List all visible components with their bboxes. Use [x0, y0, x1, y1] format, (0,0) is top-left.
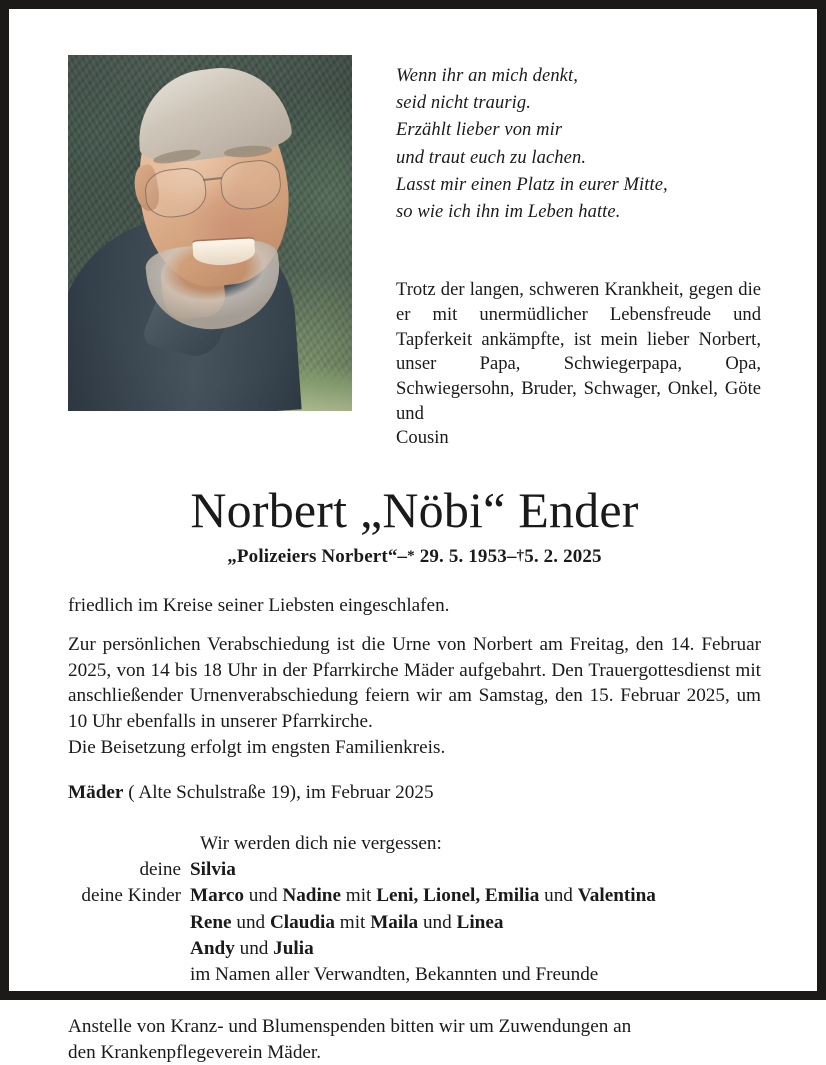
intro-last-line: Cousin	[396, 427, 449, 449]
place-town: Mäder	[68, 782, 124, 804]
donation-last-line: den Krankenpflegeverein Mäder.	[68, 1041, 322, 1063]
deceased-dates	[68, 546, 761, 568]
funeral-details-text: Zur persönlichen Verabschiedung ist die Urne von Norbert am Freitag, den 14. Februar 2025, von 14 bis 18 Uhr in der Pfarrkirche Mäder aufgebahrt. Den Trauergottesdienst mit anschließender Urnenverabschiedung feiern wir am Samstag, den 15. Februar 2025, um 10 Uhr ebenfalls in unserer Pfarrkirche.	[68, 633, 761, 733]
family-row	[68, 936, 761, 962]
poem-line: Lasst mir einen Platz in eurer Mitte,	[396, 174, 668, 195]
family-names: Silvia	[190, 859, 236, 881]
birth-date: 29. 5. 1953	[419, 546, 507, 568]
funeral-details-last-line: Die Beisetzung erfolgt im engsten Familienkreis.	[68, 736, 446, 758]
top-section	[68, 55, 761, 451]
poem-line: seid nicht traurig.	[396, 93, 531, 114]
photo-vignette	[68, 55, 352, 411]
family-label: deine Kinder	[81, 885, 181, 907]
family-row	[68, 857, 761, 883]
memorial-poem	[396, 63, 761, 226]
poem-line: Wenn ihr an mich denkt,	[396, 66, 578, 86]
right-text-column	[396, 55, 761, 451]
family-names: Rene und Claudia mit Maila und Linea	[190, 911, 504, 933]
donation-request	[68, 1014, 761, 1065]
family-row	[68, 910, 761, 936]
intro-paragraph	[396, 278, 761, 451]
birth-symbol-icon: *	[407, 548, 415, 565]
poem-line: und traut euch zu lachen.	[396, 147, 587, 168]
intro-text: Trotz der langen, schweren Krankheit, gegen die er mit unermüdlicher Lebensfreude und Tapferkeit ankämpfte, ist mein lieber Norbert, unser Papa, Schwiegerpapa, Opa, Schwiegersohn, Bruder, Schwager, Onkel, Göte und	[396, 279, 761, 424]
poem-line: Erzählt lieber von mir	[396, 120, 563, 141]
deceased-name: Norbert „Nöbi“ Ender	[190, 482, 639, 539]
dates-separator-1: –	[397, 546, 408, 568]
funeral-details	[68, 632, 761, 761]
family-names: Andy und Julia	[190, 937, 314, 959]
deceased-photo	[68, 55, 352, 411]
family-label	[68, 936, 190, 962]
death-date: 5. 2. 2025	[524, 546, 602, 568]
family-block	[68, 831, 761, 988]
poem-line: so wie ich ihn im Leben hatte.	[396, 201, 621, 222]
place-rest: ( Alte Schulstraße 19), im Februar 2025	[123, 782, 434, 804]
family-label	[68, 910, 190, 936]
deceased-nickname: „Polizeiers Norbert“	[227, 546, 398, 568]
family-label	[68, 962, 190, 988]
donation-text: Anstelle von Kranz- und Blumenspenden bitten wir um Zuwendungen an	[68, 1015, 632, 1037]
family-row	[68, 962, 761, 988]
family-row	[68, 883, 761, 909]
family-heading: Wir werden dich nie vergessen:	[200, 833, 442, 855]
notice-inner	[9, 9, 817, 1063]
dates-separator-2: –	[506, 546, 517, 568]
family-names: Marco und Nadine mit Leni, Lionel, Emilia und Valentina	[190, 885, 656, 907]
family-label: deine	[139, 859, 181, 881]
place-and-date	[68, 780, 761, 806]
passing-line: friedlich im Kreise seiner Liebsten eingeschlafen.	[68, 595, 450, 617]
cross-symbol-icon: †	[516, 548, 525, 565]
family-names: im Namen aller Verwandten, Bekannten und Freunde	[190, 963, 599, 985]
